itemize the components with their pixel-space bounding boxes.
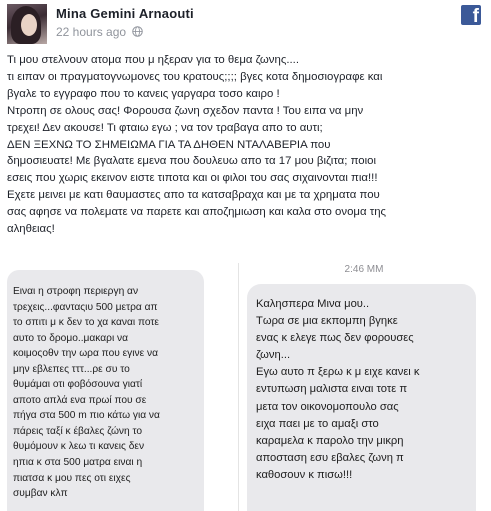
message-line: ειχα παει με το αμαξι στο [256,417,379,430]
post-line: Ντροπη σε ολους σας! Φορουσα ζωνη σχεδον παντα ! Του ειπα να μην [7,104,364,117]
avatar[interactable] [7,4,47,44]
post-line: τι ειπαν οι πραγματογνωμονες του κρατους;;;; βγες κοτα δημοσιογραφε και [7,70,383,83]
post-header [0,0,491,46]
message-line: πιατσα κ μου πες οτι ειχες [13,472,131,484]
message-line: ενας κ ελεγε πως δεν φορουσες [256,332,414,345]
message-line: συμβαν κλπ [13,488,68,500]
message-line: κοιμοςοθν την ωρα που εγινε να [13,348,158,360]
message-line: μετα τον οικονομοπουλο σας [256,400,399,413]
post-line: Εχετε μεινει με κατι θαυμαστες απο τα κατσαβραχα και με τα χρηματα που [7,189,380,202]
message-line: το σπιτι μ κ δεν το χα καναι ποτε [13,317,159,329]
author-name[interactable]: Mina Gemini Arnaouti [56,6,194,21]
message-line: αποτο απλά ενα πρωί που σε [13,394,147,406]
facebook-logo-icon[interactable]: f [461,5,481,25]
post-line: τρεχει! Δεν ακουσε! Τι φταιω εγω ; να τον τραβαγα απο το αυτι; [7,121,323,134]
globe-icon [132,26,143,37]
message-line: αυτο το δρομο..μακαρι να [13,332,129,344]
post-line: Τι μου στελνουν ατομα που μ ηξεραν για το θεμα ζωνης.... [7,54,299,66]
message-line: καθοσουν κ πισω!!! [256,468,353,481]
avatar-face [21,14,37,36]
post-line: εσεις που χωρις εκεινον ειστε τιποτα και οι φιλοι του σας σιχαινονται πια!!! [7,172,378,185]
message-line: εντυπωση μαλιστα ειναι τοτε π [256,383,408,396]
message-line: θυμάμαι οτι φοβόσουνα γιατί [13,379,143,391]
message-line: τρεχεις...φανταςιυ 500 μετρα απ [13,301,158,313]
message-line: Τωρα σε μια εκπομπη βγηκε [256,315,398,328]
message-line: ηπια κ στα 500 ματρα ειναι η [13,457,143,469]
post-line: ΔΕΝ ΞΕΧΝΩ ΤΟ ΣΗΜΕΙΩΜΑ ΓΙΑ ΤΑ ΔΗΘΕΝ ΝΤΑΛΑΒΕΡΙΑ που [7,138,331,151]
image-divider [238,263,239,511]
post-line: σας αφησε να πολεματε να παρετε και αποζημιωση και καλα στο ονομα της [7,206,387,219]
post-line: αληθειας! [7,223,55,236]
message-timestamp: 2:46 MM [344,264,384,275]
message-line: ζωνη... [256,349,291,362]
message-line: καραμελα κ παρολο την μικρη [256,434,404,447]
post-time[interactable]: 22 hours ago [56,25,127,39]
message-text-left [13,284,203,502]
message-text-right [256,296,474,484]
message-line: Καλησπερα Μινα μου.. [256,298,370,310]
post-body [7,52,485,238]
message-line: πήγα στα 500 m πιο κάτω για να [13,410,160,422]
message-line: Ειναι η στροφη περιεργη αν [13,286,139,297]
message-line: Εγω αυτο π ξερω κ μ ειχε κανει κ [256,366,420,379]
post-line: δημοσιευατε! Με βγαλατε εμενα που δουλευω απο τα 17 μου βιζιτα; ποιοι [7,155,377,168]
post-line: βγαλε το εγγραφο που το κανεις γαργαρα τοσο καιρο ! [7,87,280,100]
message-line: αποσταση εσυ εβαλες ζωνη π [256,451,404,464]
message-line: πάρεις ταξί κ έβαλες ζώνη το [13,425,143,437]
message-line: θυμόμουν κ λεω τι κανεις δεν [13,441,145,453]
message-line: μην εβλεπες τττ...ρε συ το [13,363,130,375]
